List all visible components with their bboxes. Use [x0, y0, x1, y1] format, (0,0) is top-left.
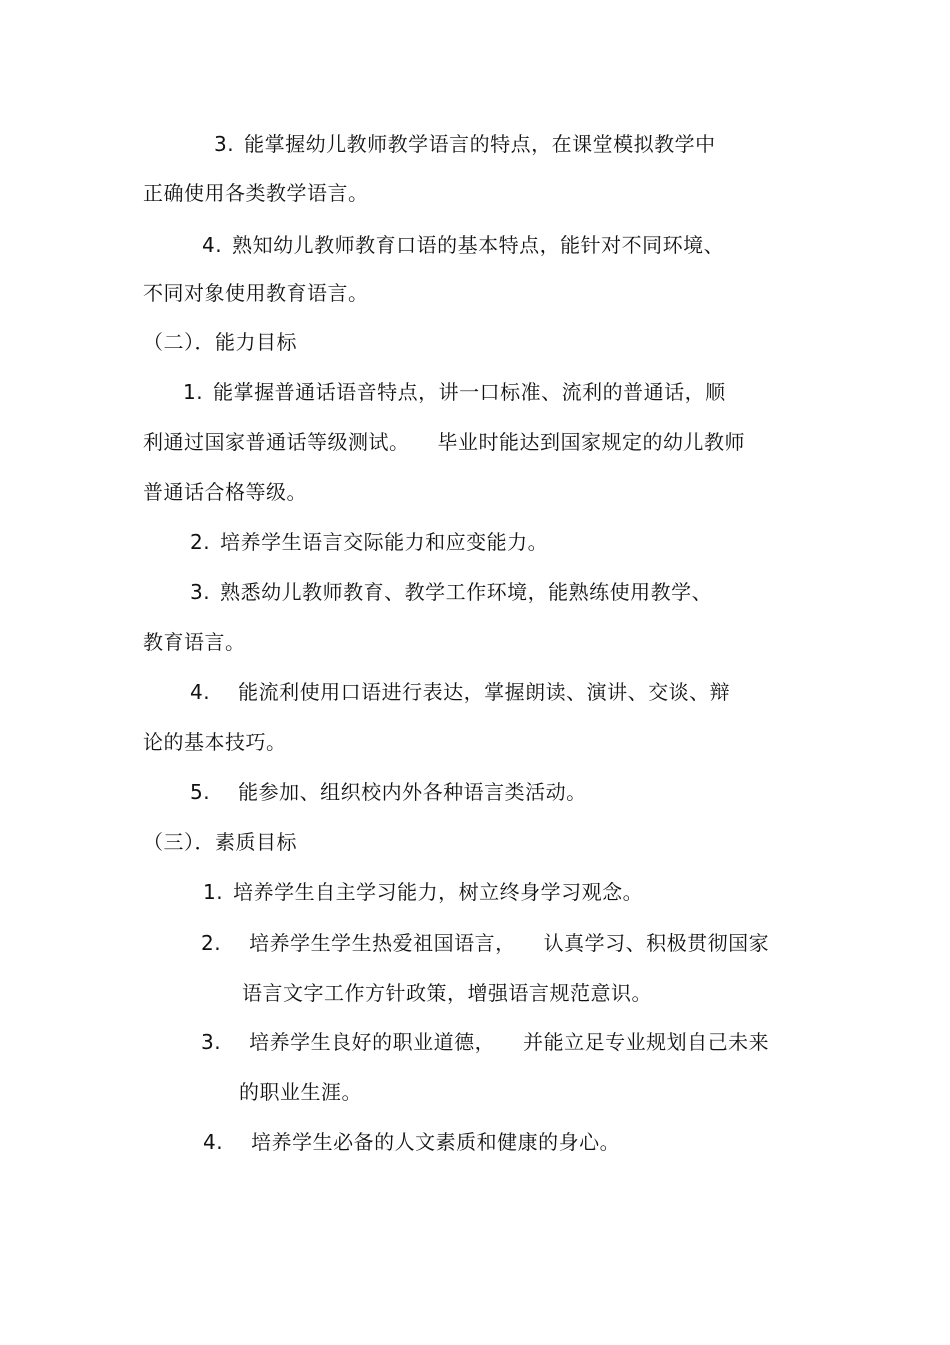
item-text: 利通过国家普通话等级测试。 [143, 430, 410, 454]
item-number: 5. [190, 780, 211, 804]
ability-item-3-line-1 [190, 579, 712, 605]
section-heading-quality: （三）．素质目标 [143, 830, 297, 854]
quality-item-3-line-1 [201, 1029, 769, 1055]
ability-item-1-line-3: 普通话合格等级。 [143, 480, 307, 504]
quality-item-2-line-2: 语言文字工作方针政策，增强语言规范意识。 [242, 981, 652, 1005]
item-text: 能掌握普通话语音特点，讲一口标准、流利的普通话，顺 [213, 380, 726, 404]
ability-item-1-line-1 [183, 379, 726, 405]
item-number: 3. [190, 580, 211, 604]
item-text: 培养学生学生热爱祖国语言， [249, 931, 516, 955]
item-text: 培养学生语言交际能力和应变能力。 [220, 530, 549, 554]
item-number: 4. [202, 233, 223, 257]
item-text: 并能立足专业规划自己未来 [523, 1030, 770, 1054]
knowledge-item-3-line-2: 正确使用各类教学语言。 [143, 181, 369, 205]
ability-item-3-line-2: 教育语言。 [143, 630, 246, 654]
item-text: 能流利使用口语进行表达，掌握朗读、演讲、交谈、辩 [238, 680, 731, 704]
quality-item-3-line-2: 的职业生涯。 [239, 1080, 362, 1104]
item-text: 熟知幼儿教师教育口语的基本特点，能针对不同环境、 [232, 233, 725, 257]
ability-item-4-line-2: 论的基本技巧。 [143, 730, 287, 754]
item-text: 认真学习、积极贯彻国家 [543, 931, 770, 955]
quality-item-1-line-1 [203, 879, 643, 905]
item-text: 毕业时能达到国家规定的幼儿教师 [437, 430, 745, 454]
item-number: 4. [203, 1130, 224, 1154]
item-number: 1. [183, 380, 204, 404]
ability-item-2-line-1 [190, 529, 548, 555]
item-number: 2. [190, 530, 211, 554]
ability-item-1-line-2 [143, 429, 745, 455]
item-text: 熟悉幼儿教师教育、教学工作环境，能熟练使用教学、 [220, 580, 713, 604]
section-heading-ability: （二）．能力目标 [143, 330, 297, 354]
ability-item-5-line-1 [190, 779, 587, 805]
item-number: 3. [201, 1030, 222, 1054]
item-text: 培养学生必备的人文素质和健康的身心。 [251, 1130, 621, 1154]
item-text: 能掌握幼儿教师教学语言的特点，在课堂模拟教学中 [244, 132, 716, 156]
quality-item-4-line-1 [203, 1129, 620, 1155]
item-text: 培养学生良好的职业道德， [249, 1030, 496, 1054]
quality-item-2-line-1 [201, 930, 769, 956]
item-number: 3. [214, 132, 235, 156]
item-text: 能参加、组织校内外各种语言类活动。 [238, 780, 587, 804]
item-number: 2. [201, 931, 222, 955]
ability-item-4-line-1 [190, 679, 730, 705]
knowledge-item-4-line-2: 不同对象使用教育语言。 [143, 281, 369, 305]
item-number: 1. [203, 880, 224, 904]
item-text: 培养学生自主学习能力，树立终身学习观念。 [233, 880, 644, 904]
knowledge-item-4-line-1 [202, 232, 724, 258]
item-number: 4. [190, 680, 211, 704]
knowledge-item-3-line-1 [214, 131, 716, 157]
